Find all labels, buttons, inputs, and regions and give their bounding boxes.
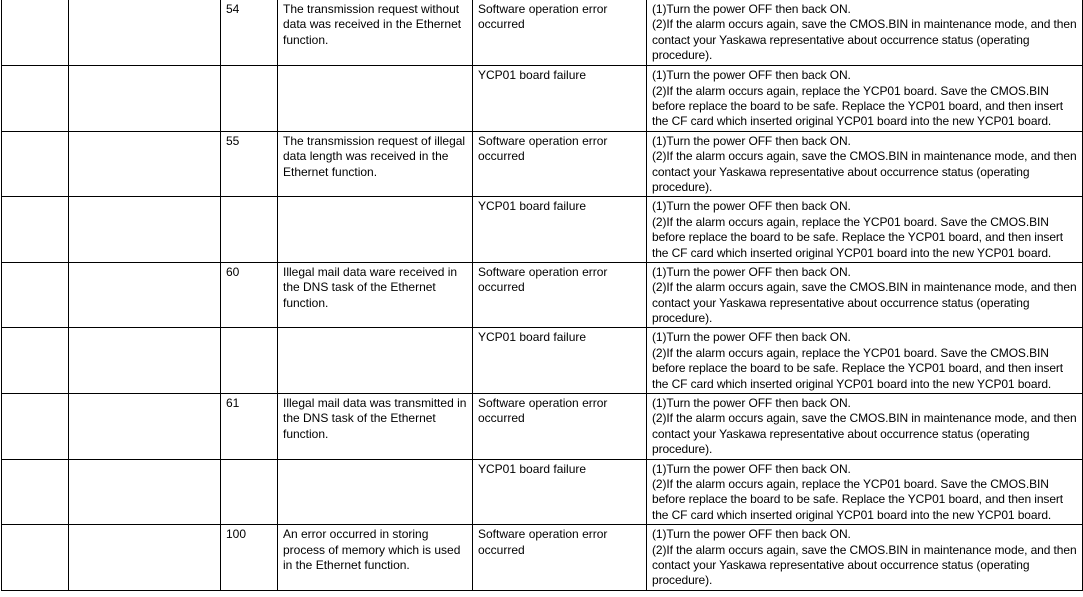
alarm-number-cell (2, 459, 69, 525)
cause-cell: Software operation error occurred (473, 394, 647, 460)
meaning-cell (278, 66, 473, 132)
alarm-name-cell (69, 394, 221, 460)
alarm-number-cell (2, 197, 69, 263)
table-row (2, 525, 1083, 591)
cause-cell: YCP01 board failure (473, 328, 647, 394)
remedy-cell (647, 459, 1083, 525)
sub-code-cell (221, 328, 278, 394)
meaning-cell: An error occurred in storing process of memory which is used in the Ethernet function. (278, 525, 473, 591)
alarm-name-cell (69, 262, 221, 328)
meaning-cell: The transmission request of illegal data length was received in the Ethernet function. (278, 131, 473, 197)
meaning-cell (278, 197, 473, 263)
alarm-number-cell (2, 0, 69, 66)
remedy-step: (1)Turn the power OFF then back ON. (652, 68, 851, 83)
meaning-cell: Illegal mail data ware received in the DNS task of the Ethernet function. (278, 262, 473, 328)
remedy-cell (647, 0, 1083, 66)
alarm-number-cell (2, 394, 69, 460)
cause-cell: YCP01 board failure (473, 66, 647, 132)
remedy-step: (1)Turn the power OFF then back ON. (652, 2, 851, 16)
sub-code-cell: 100 (221, 525, 278, 591)
remedy-cell (647, 394, 1083, 460)
table-row (2, 459, 1083, 525)
remedy-step: (1)Turn the power OFF then back ON. (652, 264, 851, 279)
sub-code-cell (221, 66, 278, 132)
alarm-table-body (2, 0, 1083, 590)
table-row (2, 131, 1083, 197)
remedy-step: (1)Turn the power OFF then back ON. (652, 133, 851, 148)
remedy-cell (647, 328, 1083, 394)
alarm-name-cell (69, 66, 221, 132)
meaning-cell (278, 459, 473, 525)
alarm-name-cell (69, 131, 221, 197)
table-row (2, 328, 1083, 394)
remedy-cell (647, 66, 1083, 132)
remedy-step: (1)Turn the power OFF then back ON. (652, 461, 851, 476)
remedy-step: (2)If the alarm occurs again, save the CMOS.BIN in maintenance mode, and then contact your Yaskawa representative about occurrence status (operating procedure). (652, 542, 1077, 588)
remedy-cell (647, 197, 1083, 263)
remedy-step: (2)If the alarm occurs again, replace the YCP01 board. Save the CMOS.BIN before replace the board to be safe. Replace the YCP01 board, and then insert the CF card which inserted original YCP01 board into the new YCP01 board. (652, 83, 1064, 129)
remedy-step: (2)If the alarm occurs again, replace the YCP01 board. Save the CMOS.BIN before replace the board to be safe. Replace the YCP01 board, and then insert the CF card which inserted original YCP01 board into the new YCP01 board. (652, 477, 1064, 522)
remedy-step: (1)Turn the power OFF then back ON. (652, 527, 851, 542)
table-row (2, 66, 1083, 132)
alarm-name-cell (69, 0, 221, 66)
remedy-step: (2)If the alarm occurs again, save the CMOS.BIN in maintenance mode, and then contact your Yaskawa representative about occurrence status (operating procedure). (652, 280, 1077, 326)
meaning-cell: Illegal mail data was transmitted in the DNS task of the Ethernet function. (278, 394, 473, 460)
cause-cell: Software operation error occurred (473, 525, 647, 591)
remedy-step: (2)If the alarm occurs again, replace the YCP01 board. Save the CMOS.BIN before replace the board to be safe. Replace the YCP01 board, and then insert the CF card which inserted original YCP01 board into the new YCP01 board. (652, 345, 1064, 391)
alarm-table (1, 0, 1083, 591)
alarm-number-cell (2, 525, 69, 591)
table-row (2, 0, 1083, 66)
cause-cell: YCP01 board failure (473, 197, 647, 263)
remedy-step: (1)Turn the power OFF then back ON. (652, 330, 851, 345)
remedy-cell (647, 131, 1083, 197)
sub-code-cell (221, 459, 278, 525)
sub-code-cell: 55 (221, 131, 278, 197)
table-row (2, 197, 1083, 263)
cause-cell: Software operation error occurred (473, 262, 647, 328)
meaning-cell: The transmission request without data was received in the Ethernet function. (278, 0, 473, 66)
sub-code-cell: 61 (221, 394, 278, 460)
alarm-name-cell (69, 197, 221, 263)
cause-cell: Software operation error occurred (473, 0, 647, 66)
alarm-number-cell (2, 262, 69, 328)
remedy-step: (2)If the alarm occurs again, save the CMOS.BIN in maintenance mode, and then contact your Yaskawa representative about occurrence status (operating procedure). (652, 17, 1077, 63)
remedy-step: (2)If the alarm occurs again, save the CMOS.BIN in maintenance mode, and then contact your Yaskawa representative about occurrence status (operating procedure). (652, 149, 1077, 194)
sub-code-cell: 60 (221, 262, 278, 328)
sub-code-cell: 54 (221, 0, 278, 66)
alarm-name-cell (69, 328, 221, 394)
meaning-cell (278, 328, 473, 394)
alarm-number-cell (2, 328, 69, 394)
cause-cell: Software operation error occurred (473, 131, 647, 197)
cause-cell: YCP01 board failure (473, 459, 647, 525)
alarm-number-cell (2, 131, 69, 197)
table-row (2, 262, 1083, 328)
alarm-name-cell (69, 459, 221, 525)
alarm-number-cell (2, 66, 69, 132)
remedy-step: (2)If the alarm occurs again, save the CMOS.BIN in maintenance mode, and then contact your Yaskawa representative about occurrence status (operating procedure). (652, 411, 1077, 457)
sub-code-cell (221, 197, 278, 263)
alarm-name-cell (69, 525, 221, 591)
remedy-cell (647, 525, 1083, 591)
remedy-step: (1)Turn the power OFF then back ON. (652, 396, 851, 411)
remedy-step: (1)Turn the power OFF then back ON. (652, 199, 851, 214)
remedy-cell (647, 262, 1083, 328)
table-row (2, 394, 1083, 460)
remedy-step: (2)If the alarm occurs again, replace the YCP01 board. Save the CMOS.BIN before replace the board to be safe. Replace the YCP01 board, and then insert the CF card which inserted original YCP01 board into the new YCP01 board. (652, 214, 1064, 260)
